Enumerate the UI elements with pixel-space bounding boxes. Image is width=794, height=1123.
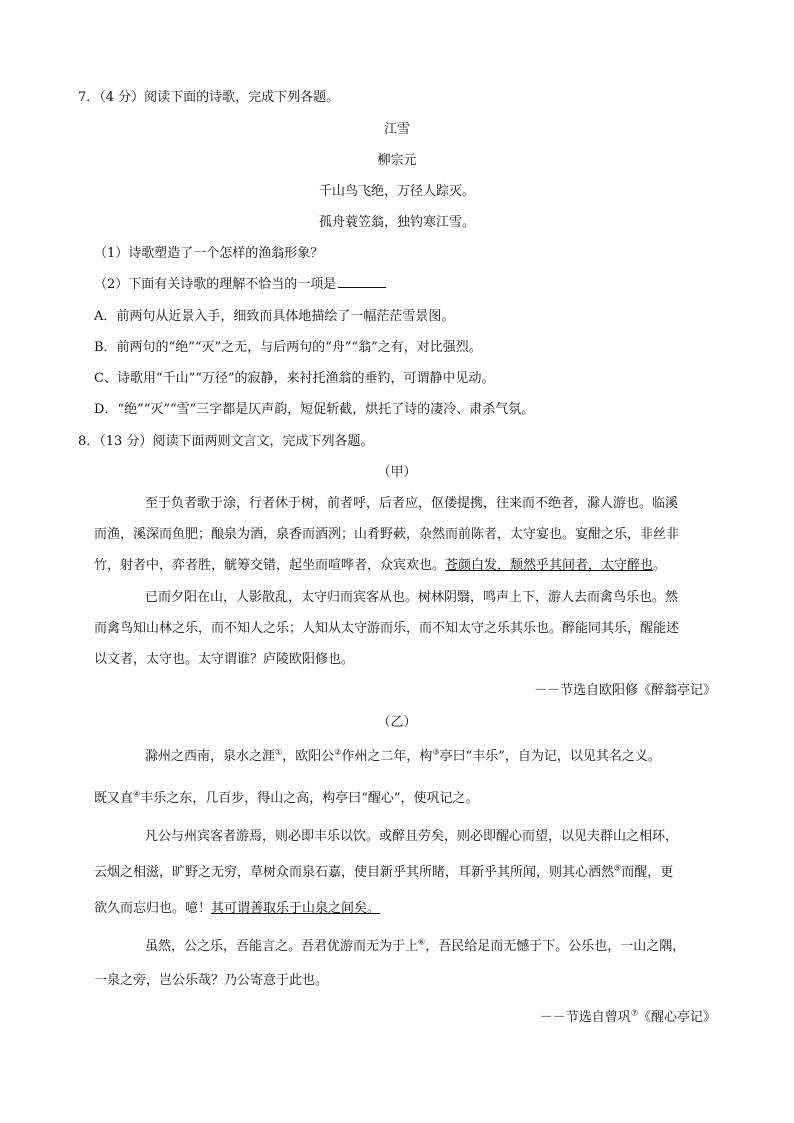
underlined-sentence-yi: 其可谓善取乐于山泉之间矣。 [211, 901, 381, 916]
yi-text: 既又直 [94, 791, 134, 806]
option-b: B．前两句的“绝”“灭”之无，与后两句的“舟”“翁”之有，对比强烈。 [94, 340, 482, 355]
note-marker-7: ⑦ [630, 1008, 638, 1018]
answer-blank[interactable] [338, 286, 386, 288]
passage-yi-label: （乙） [377, 715, 417, 730]
jia-paragraph-1-line-3 [94, 554, 666, 573]
yi-text: 虽然，公之乐，吾能言之。吾君优游而无为于上 [145, 939, 419, 954]
yi-text: 滁州之西南，泉水之涯 [145, 749, 276, 764]
option-a: A．前两句从近景入手，细致而具体地描绘了一幅茫茫雪景图。 [94, 309, 455, 324]
yi-text: 欲久而忘归也。噫！ [94, 901, 212, 916]
jia-source: －－节选自欧阳修《醉翁亭记》 [533, 683, 716, 698]
poem-line-2: 孤舟蓑笠翁，独钓寒江雪。 [318, 215, 475, 230]
yi-text: ，欧阳公 [282, 749, 335, 764]
yi-paragraph-1-line-1 [145, 745, 661, 764]
jia-paragraph-1-line-2: 而渔，溪深而鱼肥；酿泉为酒，泉香而酒洌；山肴野蔌，杂然而前陈者，太守宴也。宴酣之乐，非丝非 [94, 527, 680, 542]
yi-text: 云烟之相滋，旷野之无穷，草树众而泉石嘉，使目新乎其所睹，耳新乎其所闻，则其心洒然 [94, 865, 615, 880]
yi-paragraph-2-line-3 [94, 897, 380, 916]
poem-author: 柳宗元 [377, 153, 417, 168]
note-marker-6: ⑥ [418, 937, 426, 947]
jia-paragraph-1-line-1: 至于负者歌于涂，行者休于树，前者呼，后者应，伛偻提携，往来而不绝者，滁人游也。临溪 [145, 496, 679, 511]
yi-paragraph-3-line-1 [145, 935, 685, 954]
jia-paragraph-2-line-1: 已而夕阳在山，人影散乱，太守归而宾客从也。树林阴翳，鸣声上下，游人去而禽鸟乐也。然 [145, 590, 679, 605]
yi-paragraph-2-line-1: 凡公与州宾客者游焉，则必即丰乐以饮。或醉且劳矣，则必即醒心而望，以见夫群山之相环， [145, 829, 679, 844]
yi-text: 亭曰“丰乐”，自为记，以见其名之义。 [439, 749, 661, 764]
yi-text: 而醒，更 [621, 865, 674, 880]
jia-paragraph-2-line-3: 以文者，太守也。太守谓谁？庐陵欧阳修也。 [94, 652, 355, 667]
passage-jia-label: （甲） [377, 465, 417, 480]
poem-title: 江雪 [383, 122, 410, 137]
yi-paragraph-2-line-2 [94, 861, 673, 880]
underlined-sentence-jia: 苍颜白发，颓然乎其间者，太守醉也 [445, 558, 654, 573]
note-marker-2: ② [334, 747, 342, 757]
note-marker-1: ① [275, 747, 283, 757]
yi-paragraph-3-line-2: 一泉之旁，岂公乐哉？乃公寄意于此也。 [94, 973, 329, 988]
note-marker-3: ③ [432, 747, 440, 757]
jia-period: 。 [653, 558, 667, 573]
q8-header: 8．（13 分）阅读下面两则文言文，完成下列各题。 [78, 434, 374, 449]
note-marker-4: ④ [133, 789, 141, 799]
yi-source [540, 1006, 716, 1025]
yi-text: 丰乐之东，几百步，得山之高，构亭曰“醒心”，使巩记之。 [140, 791, 479, 806]
q7-sub-question-2 [94, 273, 386, 292]
yi-source-title: 《醒心亭记》 [637, 1010, 716, 1025]
yi-source-prefix: －－节选自曾巩 [539, 1010, 631, 1025]
jia-text: 竹，射者中，弈者胜，觥筹交错，起坐而喧哗者，众宾欢也。 [94, 558, 446, 573]
q7-header: 7．（4 分）阅读下面的诗歌，完成下列各题。 [78, 90, 340, 105]
option-c: C、诗歌用“千山”“万径”的寂静，来衬托渔翁的垂钓，可谓静中见动。 [94, 371, 495, 386]
q7-sub-question-1: （1）诗歌塑造了一个怎样的渔翁形象？ [94, 246, 324, 261]
poem-line-1: 千山鸟飞绝，万径人踪灭。 [318, 184, 475, 199]
jia-paragraph-2-line-2: 而禽鸟知山林之乐，而不知人之乐；人知从太守游而乐，而不知太守之乐其乐也。醉能同其乐，醒能述 [94, 621, 680, 636]
yi-paragraph-1-line-2 [94, 787, 478, 806]
yi-text: ，吾民给足而无憾于下。公乐也，一山之隅， [425, 939, 686, 954]
option-d: D．“绝”“灭”“雪”三字都是仄声韵，短促斩截，烘托了诗的凄冷、肃杀气氛。 [94, 402, 535, 417]
note-marker-5: ⑤ [614, 863, 622, 873]
q7-sub-question-2-text: （2）下面有关诗歌的理解不恰当的一项是 [94, 277, 337, 292]
yi-text: 作州之二年，构 [341, 749, 433, 764]
